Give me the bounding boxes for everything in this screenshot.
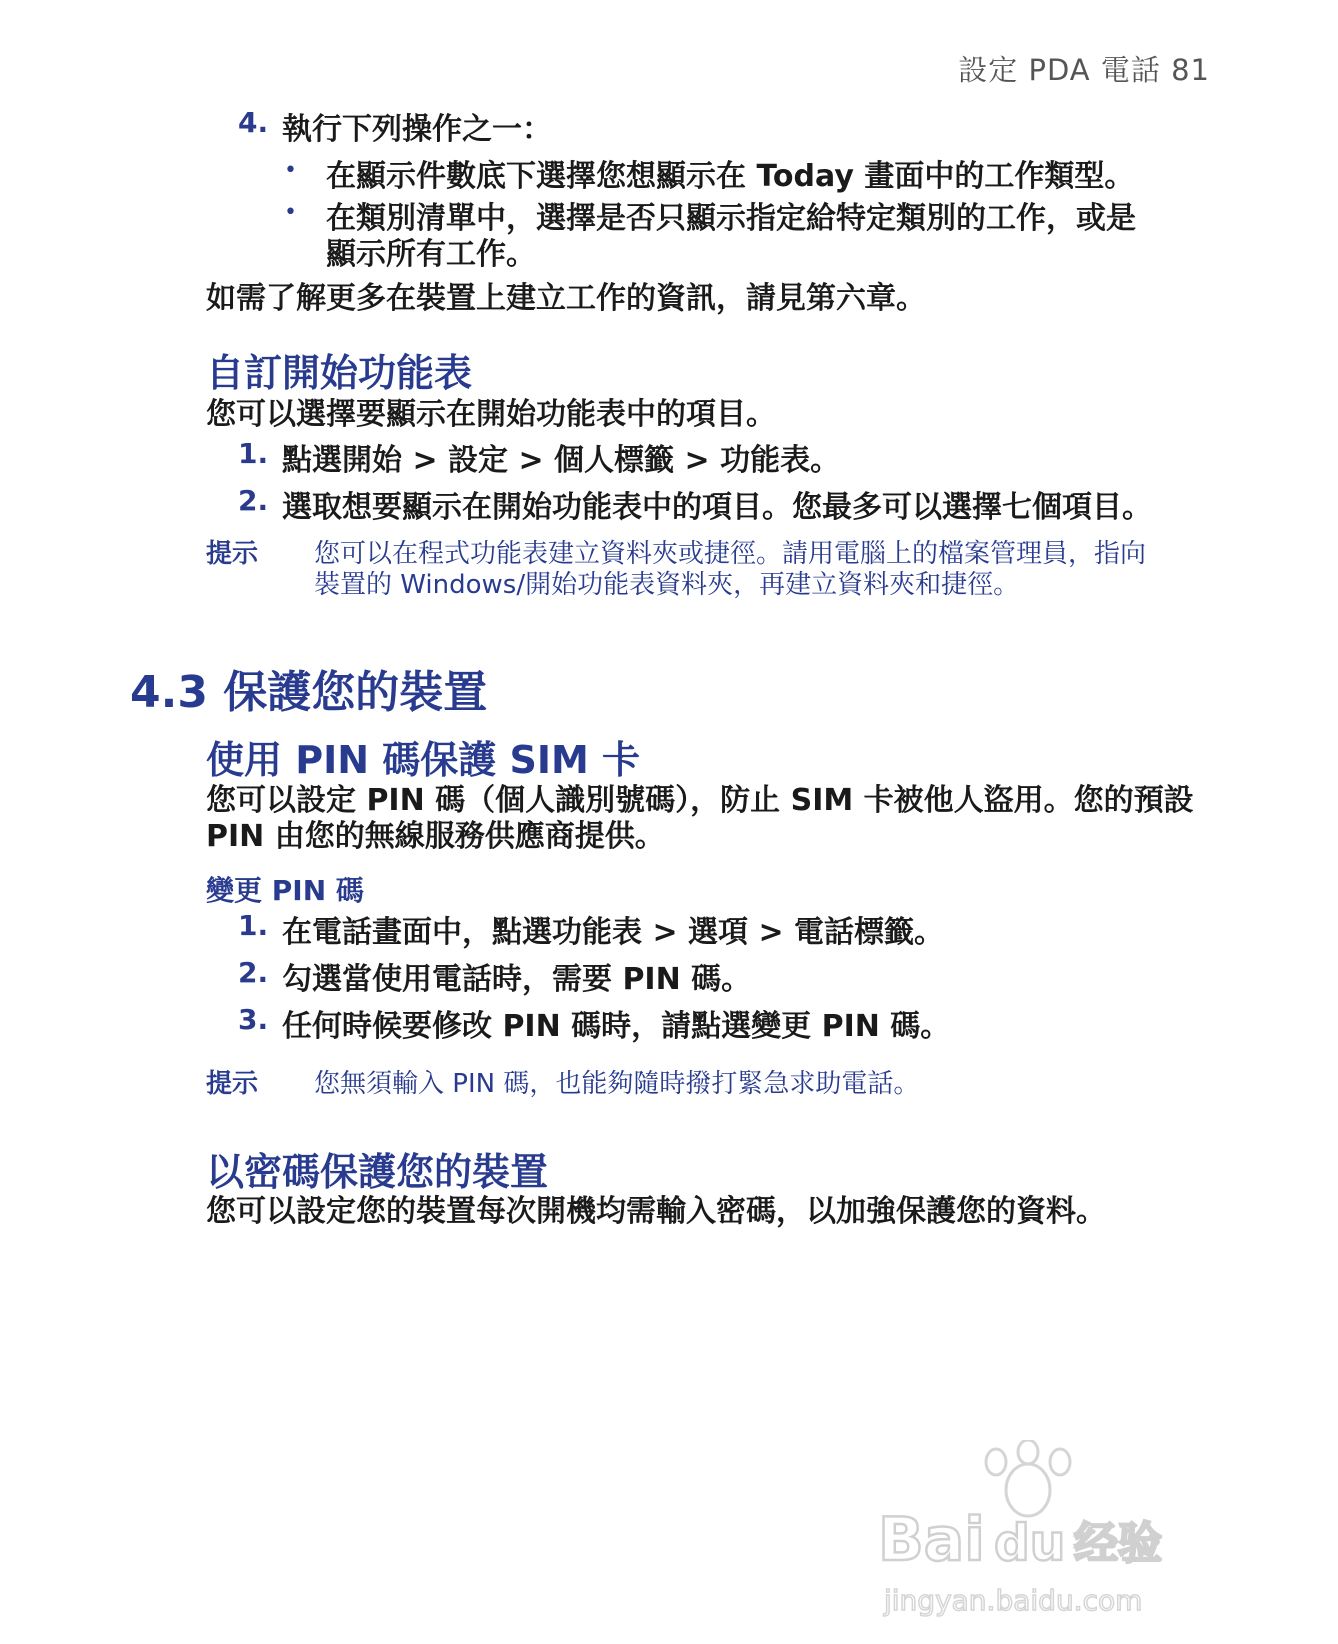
- more-info-text: 如需了解更多在裝置上建立工作的資訊，請見第六章。: [206, 281, 926, 316]
- section-intro: 您可以設定您的裝置每次開機均需輸入密碼，以加強保護您的資料。: [206, 1194, 1106, 1229]
- step-text: 點選開始 > 設定 > 個人標籤 > 功能表。: [282, 443, 841, 478]
- section-intro: 您可以設定 PIN 碼（個人識別號碼），防止 SIM 卡被他人盜用。您的預設: [206, 783, 1194, 818]
- svg-text:Bai: Bai: [878, 1505, 985, 1575]
- step-number: 1.: [238, 909, 269, 942]
- svg-text:经验: 经验: [1074, 1518, 1162, 1569]
- bullet-item: 在類別清單中，選擇是否只顯示指定給特定類別的工作，或是: [326, 201, 1136, 236]
- step-text: 選取想要顯示在開始功能表中的項目。您最多可以選擇七個項目。: [282, 490, 1152, 525]
- bullet-item-continued: 顯示所有工作。: [326, 237, 536, 272]
- svg-text:jingyan.baidu.com: jingyan.baidu.com: [884, 1584, 1143, 1617]
- step-number: 3.: [238, 1003, 269, 1036]
- baidu-paw-logo-icon: [878, 1440, 1188, 1620]
- tip-text: 您可以在程式功能表建立資料夾或捷徑。請用電腦上的檔案管理員，指向: [314, 539, 1147, 569]
- tip-text: 您無須輸入 PIN 碼，也能夠隨時撥打緊急求助電話。: [314, 1069, 920, 1099]
- step-text: 勾選當使用電話時，需要 PIN 碼。: [282, 962, 752, 997]
- tip-label: 提示: [206, 1069, 259, 1099]
- bullet-icon: •: [284, 158, 297, 183]
- section-heading: 自訂開始功能表: [206, 351, 473, 395]
- baidu-watermark: [878, 1440, 1188, 1620]
- section-heading: 使用 PIN 碼保護 SIM 卡: [206, 738, 641, 782]
- step-text: 任何時候要修改 PIN 碼時，請點選變更 PIN 碼。: [282, 1009, 951, 1044]
- step-number: 2.: [238, 484, 269, 517]
- section-intro: 您可以選擇要顯示在開始功能表中的項目。: [206, 397, 776, 432]
- section-heading: 以密碼保護您的裝置: [206, 1150, 549, 1194]
- tip-label: 提示: [206, 539, 259, 569]
- step-number: 2.: [238, 956, 269, 989]
- step-number: 4.: [238, 106, 269, 139]
- tip-text: 裝置的 Windows/開始功能表資料夾，再建立資料夾和捷徑。: [314, 570, 1020, 600]
- section-intro: PIN 由您的無線服務供應商提供。: [206, 819, 665, 854]
- chapter-section-heading: 4.3 保護您的裝置: [130, 667, 488, 718]
- step-text: 在電話畫面中，點選功能表 > 選項 > 電話標籤。: [282, 915, 945, 950]
- running-head: 設定 PDA 電話 81: [958, 53, 1210, 87]
- svg-text:du: du: [994, 1514, 1066, 1572]
- step-text: 執行下列操作之一：: [282, 112, 552, 147]
- bullet-icon: •: [284, 200, 297, 225]
- step-number: 1.: [238, 437, 269, 470]
- bullet-item: 在顯示件數底下選擇您想顯示在 Today 畫面中的工作類型。: [326, 159, 1135, 194]
- sub-heading: 變更 PIN 碼: [206, 874, 364, 907]
